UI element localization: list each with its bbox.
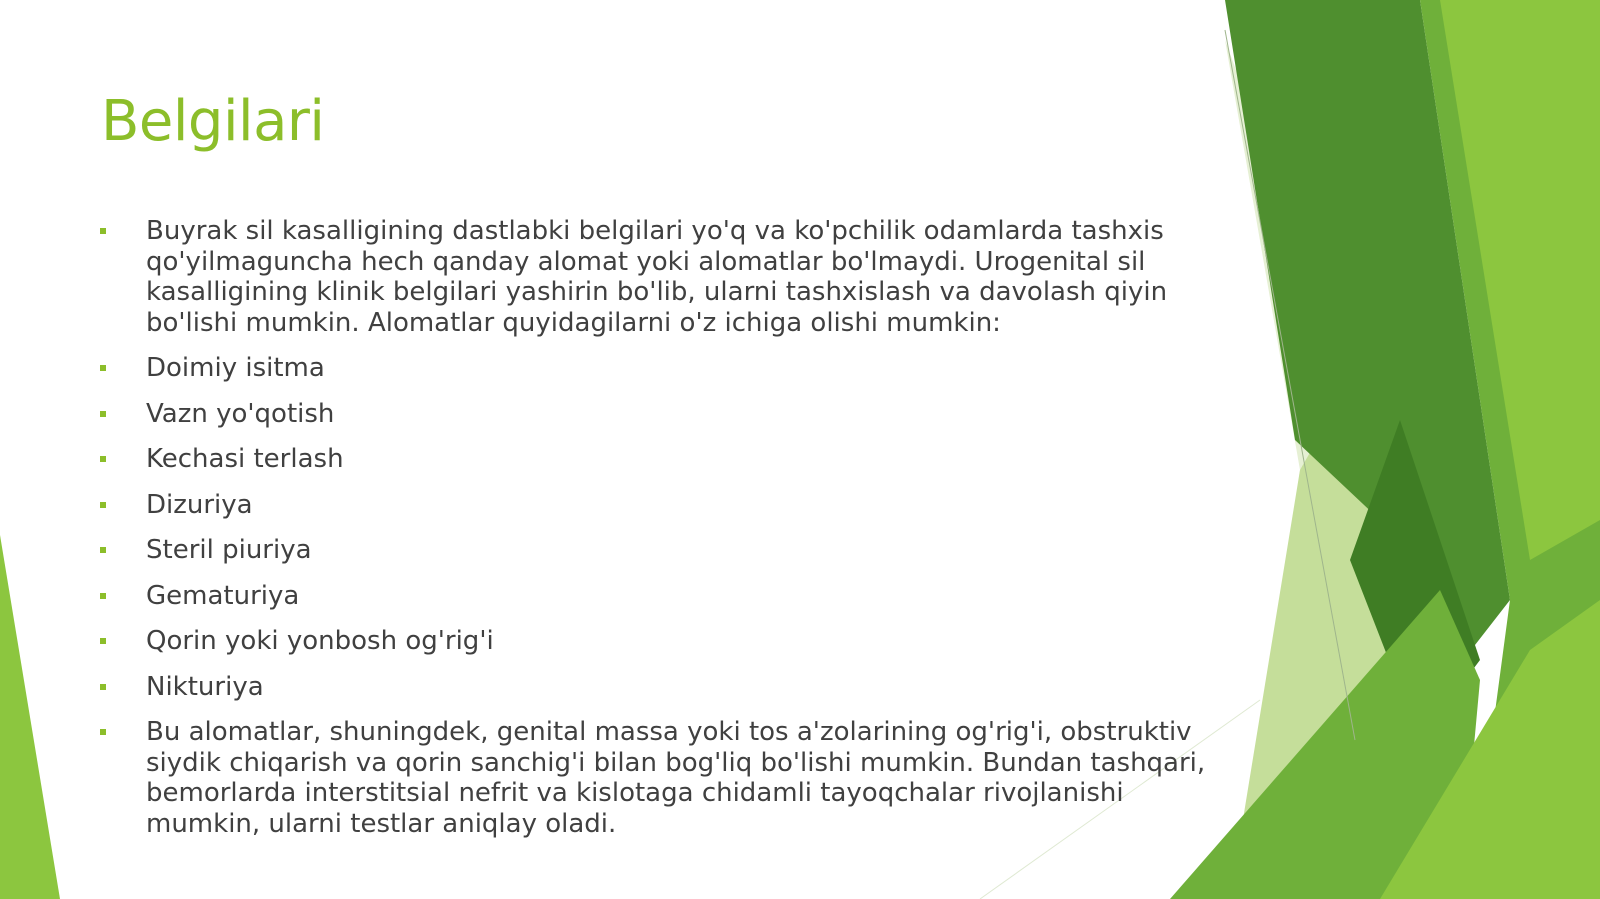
bullet-item-nocturia (100, 672, 1215, 703)
bullet-item-flank-pain (100, 626, 1215, 657)
bullet-square-icon (100, 547, 106, 553)
bullet-square-icon (100, 502, 106, 508)
left-green-sliver (0, 535, 60, 899)
bullet-item-night-sweats (100, 444, 1215, 475)
bullet-square-icon (100, 365, 106, 371)
bullet-item-weight-loss (100, 399, 1215, 430)
bullet-square-icon (100, 593, 106, 599)
bullet-square-icon (100, 411, 106, 417)
bullet-square-icon (100, 684, 106, 690)
bullet-item-summary (100, 717, 1215, 839)
bullet-text: Bu alomatlar, shuningdek, genital massa yoki tos a'zolarining og'rig'i, obstruktiv siydik chiqarish va qorin sanchig'i bilan bog'liq bo'lishi mumkin. Bundan tashqari, bemorlarda interstitsial nefrit va kislotaga chidamli tayoqchalar rivojlanishi mumkin, ularni testlar aniqlay oladi. (146, 717, 1206, 839)
bullet-square-icon (100, 228, 106, 234)
bullet-text: Qorin yoki yonbosh og'rig'i (146, 626, 494, 656)
slide-title: Belgilari (101, 89, 325, 154)
bullet-item-hematuria (100, 581, 1215, 612)
bullet-item-dysuria (100, 490, 1215, 521)
bullet-item-fever (100, 353, 1215, 384)
bullet-text: Gematuriya (146, 580, 300, 611)
bullet-square-icon (100, 638, 106, 644)
bullet-square-icon (100, 456, 106, 462)
bullet-text: Steril piuriya (146, 535, 312, 565)
bullet-item-sterile-pyuria (100, 535, 1215, 566)
bullet-square-icon (100, 729, 106, 735)
bullet-text: Vazn yo'qotish (146, 398, 335, 429)
bullet-text: Kechasi terlash (146, 444, 344, 474)
bullet-item-intro (100, 216, 1215, 338)
bullet-text: Nikturiya (146, 671, 264, 702)
bullet-text: Dizuriya (146, 489, 253, 520)
bullet-text: Doimiy isitma (146, 353, 325, 383)
bullet-list (100, 216, 1215, 854)
bullet-text: Buyrak sil kasalligining dastlabki belgilari yo'q va ko'pchilik odamlarda tashxis qo'yilmaguncha hech qanday alomat yoki alomatlar bo'lmaydi. Urogenital sil kasalligining klinik belgilari yashirin bo'lib, ularni tashxislash va davolash qiyin bo'lishi mumkin. Alomatlar quyidagilarni o'z ichiga olishi mumkin: (146, 216, 1168, 338)
